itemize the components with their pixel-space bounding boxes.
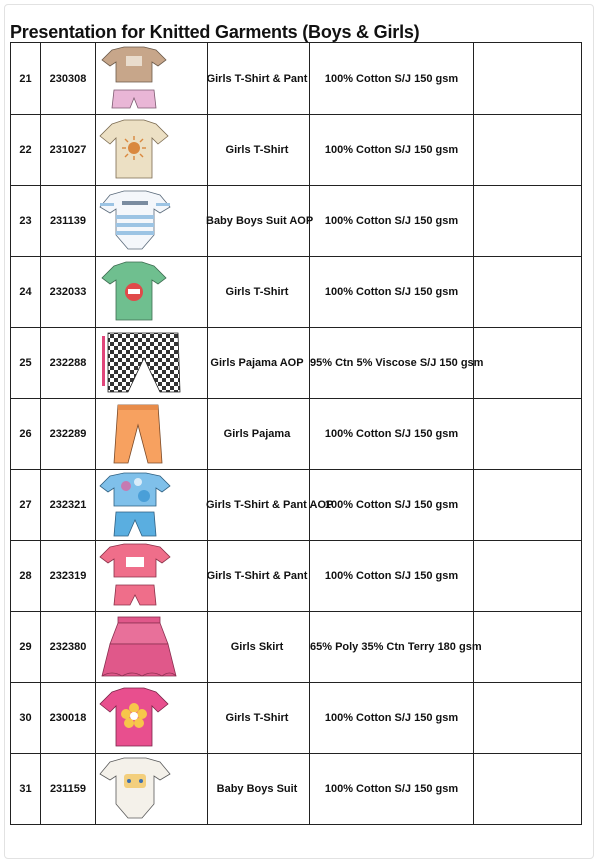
style-number: 232289 — [41, 399, 96, 470]
row-number: 29 — [11, 612, 41, 683]
row-number: 28 — [11, 541, 41, 612]
style-number: 230308 — [41, 43, 96, 115]
item-description: Baby Boys Suit AOP — [208, 186, 310, 257]
table-row — [11, 612, 582, 683]
pink-flower-tshirt-sketch-icon — [98, 686, 170, 750]
striped-baby-bodysuit-sketch-icon — [98, 189, 172, 253]
table-row — [11, 257, 582, 328]
green-tshirt-print-sketch-icon — [98, 260, 170, 324]
item-description: Baby Boys Suit — [208, 754, 310, 825]
table-row — [11, 754, 582, 825]
item-description: Girls T-Shirt & Pant AOP — [208, 470, 310, 541]
blank-cell — [474, 257, 582, 328]
row-number: 21 — [11, 43, 41, 115]
item-description: Girls T-Shirt — [208, 257, 310, 328]
tie-dye-tshirt-leggings-sketch-icon — [98, 472, 172, 538]
fabric-description: 100% Cotton S/J 150 gsm — [310, 399, 474, 470]
garment-image-cell — [96, 612, 208, 683]
table-row — [11, 541, 582, 612]
fabric-description: 100% Cotton S/J 150 gsm — [310, 754, 474, 825]
garment-image-cell — [96, 257, 208, 328]
blank-cell — [474, 612, 582, 683]
fabric-description: 100% Cotton S/J 150 gsm — [310, 541, 474, 612]
table-row — [11, 186, 582, 257]
white-baby-bodysuit-sketch-icon — [98, 756, 172, 822]
table-row — [11, 328, 582, 399]
item-description: Girls T-Shirt & Pant — [208, 43, 310, 115]
blank-cell — [474, 754, 582, 825]
style-number: 232321 — [41, 470, 96, 541]
row-number: 31 — [11, 754, 41, 825]
pink-tshirt-shorts-sketch-icon — [98, 543, 172, 609]
style-number: 232033 — [41, 257, 96, 328]
style-number: 231159 — [41, 754, 96, 825]
fabric-description: 100% Cotton S/J 150 gsm — [310, 115, 474, 186]
beige-tshirt-sun-print-sketch-icon — [98, 118, 170, 182]
style-number: 232380 — [41, 612, 96, 683]
blank-cell — [474, 683, 582, 754]
item-description: Girls Pajama AOP — [208, 328, 310, 399]
item-description: Girls Skirt — [208, 612, 310, 683]
table-row — [11, 115, 582, 186]
table-row — [11, 470, 582, 541]
garment-image-cell — [96, 470, 208, 541]
row-number: 27 — [11, 470, 41, 541]
garment-image-cell — [96, 43, 208, 115]
garment-image-cell — [96, 328, 208, 399]
blank-cell — [474, 43, 582, 115]
fabric-description: 100% Cotton S/J 150 gsm — [310, 186, 474, 257]
orange-leggings-sketch-icon — [98, 401, 176, 467]
style-number: 231027 — [41, 115, 96, 186]
row-number: 23 — [11, 186, 41, 257]
style-number: 230018 — [41, 683, 96, 754]
item-description: Girls T-Shirt — [208, 115, 310, 186]
fabric-description: 100% Cotton S/J 150 gsm — [310, 43, 474, 115]
blank-cell — [474, 541, 582, 612]
garment-image-cell — [96, 399, 208, 470]
garment-image-cell — [96, 541, 208, 612]
page-title: Presentation for Knitted Garments (Boys & Girls) — [10, 22, 420, 42]
blank-cell — [474, 470, 582, 541]
style-number: 232288 — [41, 328, 96, 399]
row-number: 26 — [11, 399, 41, 470]
fabric-description: 100% Cotton S/J 150 gsm — [310, 683, 474, 754]
row-number: 25 — [11, 328, 41, 399]
garment-image-cell — [96, 186, 208, 257]
fabric-description: 65% Poly 35% Ctn Terry 180 gsm — [310, 612, 474, 683]
style-number: 231139 — [41, 186, 96, 257]
fabric-description: 100% Cotton S/J 150 gsm — [310, 470, 474, 541]
garment-image-cell — [96, 754, 208, 825]
fabric-description: 100% Cotton S/J 150 gsm — [310, 257, 474, 328]
blank-cell — [474, 399, 582, 470]
garment-image-cell — [96, 683, 208, 754]
item-description: Girls Pajama — [208, 399, 310, 470]
row-number: 30 — [11, 683, 41, 754]
pink-ruffle-skirt-sketch-icon — [98, 614, 180, 680]
fabric-description: 95% Ctn 5% Viscose S/J 150 gsm — [310, 328, 474, 399]
garment-image-cell — [96, 115, 208, 186]
style-number: 232319 — [41, 541, 96, 612]
blank-cell — [474, 186, 582, 257]
garment-table — [10, 42, 582, 825]
blank-cell — [474, 115, 582, 186]
table-row — [11, 43, 582, 115]
blank-cell — [474, 328, 582, 399]
item-description: Girls T-Shirt — [208, 683, 310, 754]
table-row — [11, 399, 582, 470]
checkered-pajama-sketch-icon — [98, 330, 182, 396]
tshirt-and-shorts-sketch-icon — [98, 46, 170, 112]
row-number: 22 — [11, 115, 41, 186]
table-row — [11, 683, 582, 754]
row-number: 24 — [11, 257, 41, 328]
item-description: Girls T-Shirt & Pant — [208, 541, 310, 612]
